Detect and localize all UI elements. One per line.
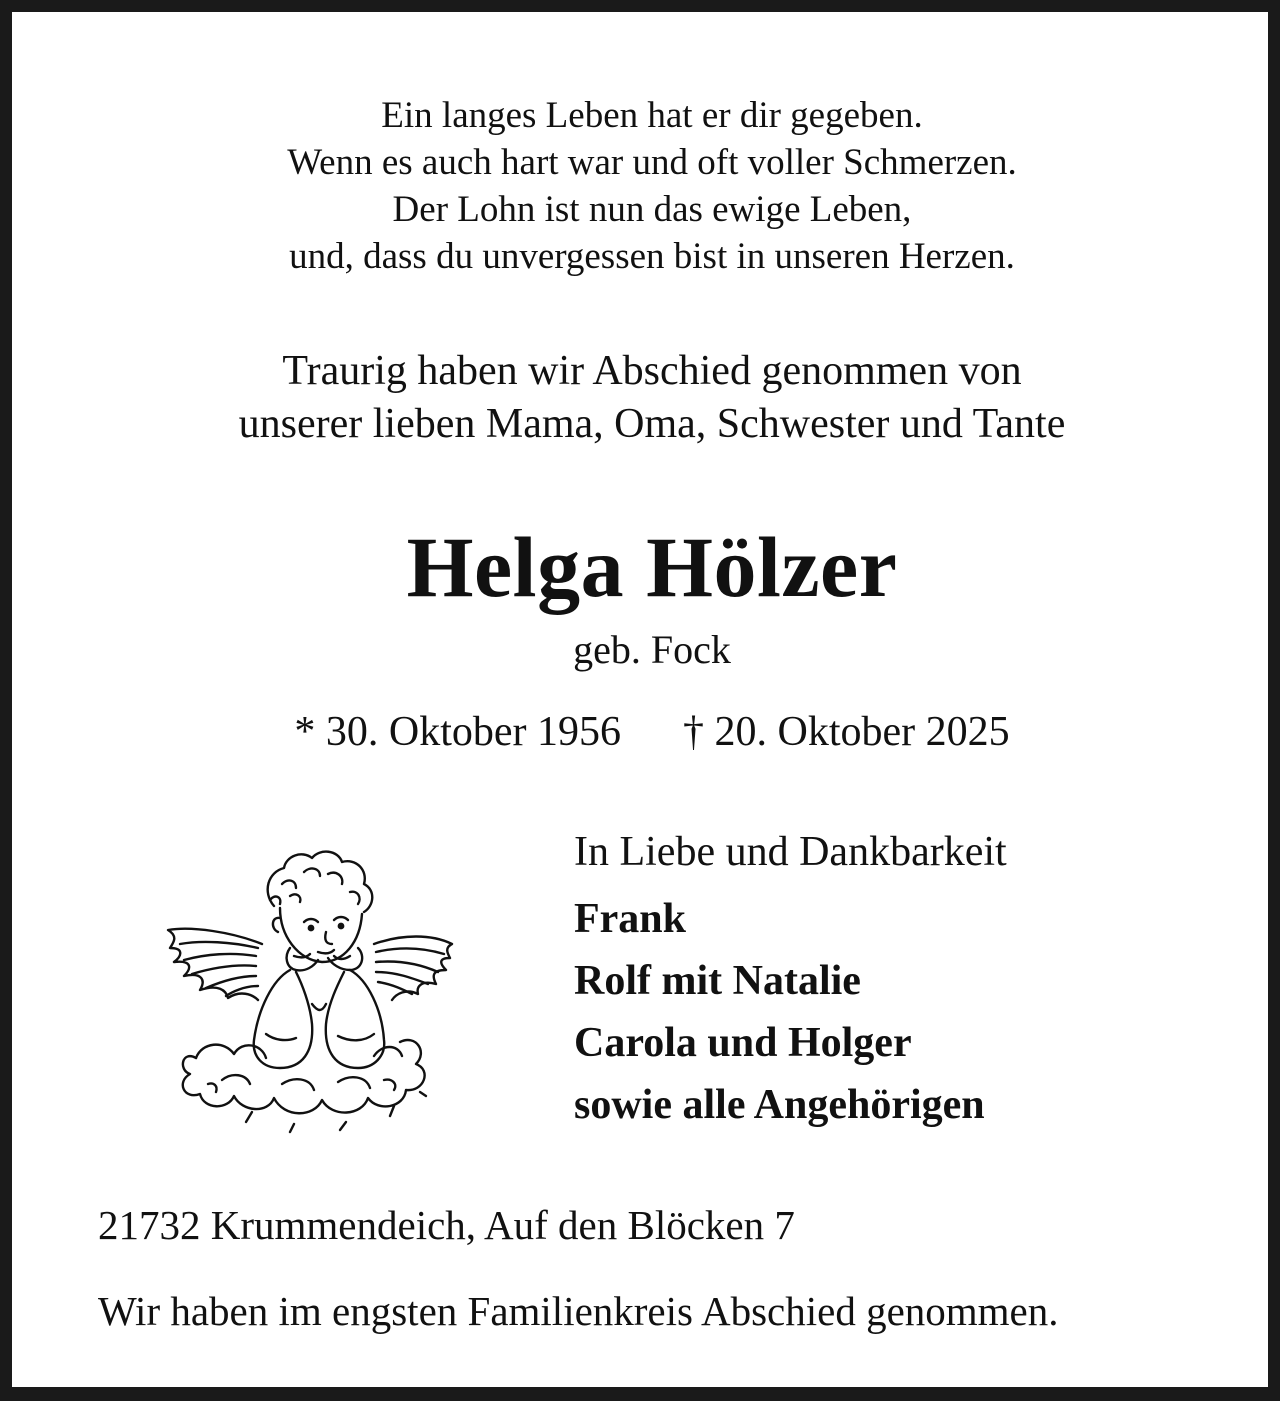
verse-line: Ein langes Leben hat er dir gegeben. bbox=[381, 95, 923, 136]
memorial-verse bbox=[12, 92, 1280, 280]
intro-line: unserer lieben Mama, Oma, Schwester und Tante bbox=[238, 401, 1066, 447]
deceased-name: Helga Hölzer bbox=[406, 519, 898, 615]
mourners-lead: In Liebe und Dankbarkeit bbox=[574, 829, 1007, 875]
closing-note: Wir haben im engsten Familienkreis Abschied genommen. bbox=[98, 1288, 1059, 1334]
intro-line: Traurig haben wir Abschied genommen von bbox=[282, 348, 1022, 394]
mourner-name: Carola und Holger bbox=[574, 1020, 912, 1066]
farewell-intro bbox=[12, 345, 1280, 451]
verse-line: Der Lohn ist nun das ewige Leben, bbox=[392, 189, 912, 230]
verse-line: Wenn es auch hart war und oft voller Schmerzen. bbox=[287, 142, 1017, 183]
cherub-angel-icon bbox=[162, 844, 458, 1134]
verse-line: und, dass du unvergessen bist in unseren Herzen. bbox=[289, 236, 1015, 277]
mourner-name: sowie alle Angehörigen bbox=[574, 1082, 985, 1128]
mourner-name: Rolf mit Natalie bbox=[574, 958, 861, 1004]
maiden-name: geb. Fock bbox=[573, 627, 731, 672]
death-date: † 20. Oktober 2025 bbox=[683, 709, 1010, 755]
mourner-name: Frank bbox=[574, 896, 687, 942]
birth-date: * 30. Oktober 1956 bbox=[294, 709, 621, 755]
mourners-block bbox=[574, 826, 1254, 1136]
life-dates bbox=[12, 706, 1280, 758]
family-address: 21732 Krummendeich, Auf den Blöcken 7 bbox=[98, 1202, 795, 1248]
